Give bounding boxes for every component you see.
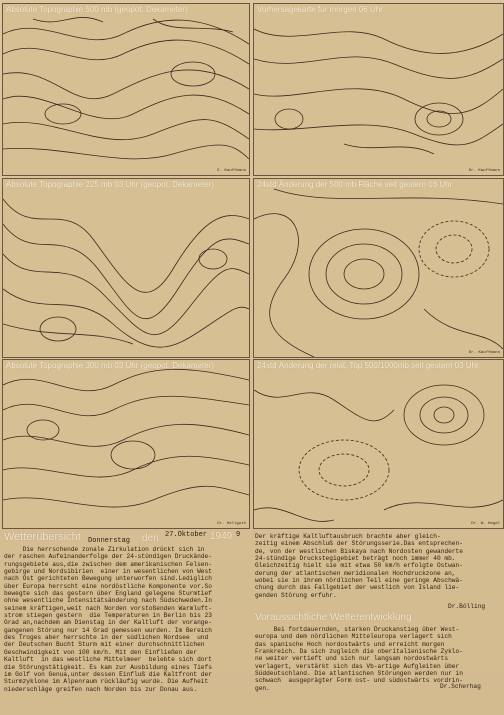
text-line: Frankreich. Da sich zugleich die oberitalienische Zyklo- [255,648,463,656]
text-line: wobei sie in ihrem nördlichen Teil eine geringe Abschwä- [255,577,463,585]
text-line: ohne wesentliche Intensitätsänderung nach Südschweden.In [4,597,212,605]
text-line: über Europa herrscht eine nordöstliche Komponente vor.So [4,582,212,590]
text-line: im Golf von Genua,unter dessen Einfluß die Kaltfront der [4,670,212,678]
forecast-heading: Voraussichtliche Wetterentwicklung [255,612,412,623]
text-line: die Störungstätigkeit. Es kam zur Ausbildung eines Tiefs [4,663,212,671]
text-line: chung durch das Fallgebiet der westlich von Island lie- [255,584,460,592]
map-panel-225mb [2,178,250,358]
weekday: Donnerstag [88,537,131,545]
date: 27.Oktober [165,531,208,539]
map-credit: Dr. Kauffmann [468,351,500,355]
text-line: Gleichzeitig hielt sie mit etwa 50 km/h erfolgte Ostwan- [255,562,463,570]
weather-overview-heading: Wetterübersicht [4,531,81,543]
map-panel-500mb [2,3,250,176]
text-line: schwach ausgeprägter Form ost- und südostwärts vordrin- [255,677,463,685]
text-line: Kaltluft in das westliche Mittelmeer belebte sich dort [4,656,212,664]
text-line: strom stiegen gestern die Temperaturen in Berlin bis 23 [4,612,212,620]
text-line: der raschen Aufeinanderfolge der 24-stündigen Druckände- [4,553,212,561]
author-signature: Dr.Scherhag [440,683,481,690]
text-line: gangenen Störung nur 14 Grad gemessen wurden. Im Bereich [4,626,212,634]
map-title: Absolute Topographie 500 mb (geopot. Dekameter) [6,5,188,14]
text-line: gebirge und Nordsibirien einer in wesentlichen von West [4,568,212,576]
text-line: nach Ost gerichteten Bewegung unterworfen sind.Lediglich [4,575,212,583]
text-line: Sturmzyklone im Alpenraum rückläufig wurde. Die Aufheit [4,678,209,686]
text-line: Grad an,nachdem am Dienstag in der Kaltluft der vorange- [4,619,212,627]
text-line: niederschläge greifen nach Norden bis zur Donau aus. [4,685,198,693]
map-credit: Dr. Kauffmann [468,169,500,173]
map-title: 24std Änderung der relat. Top 500/1000mb seit gestern 03 Uhr [257,361,479,370]
map-title: Absolute Topographie 225 mb 03 Uhr (geopot. Dekameter) [6,180,214,189]
weather-overview-continued [255,533,502,601]
contour-map [3,179,249,357]
text-line: Geschwindigkeit von 100 km/h. Mit den Einfließen der [4,648,198,656]
map-panel-forecast [253,3,504,176]
text-line: des Troges aber herrschte in der südlichen Nordsee und [4,634,209,642]
text-line: das spanische Hoch nordostwärts und erreicht morgen [255,640,445,648]
text-line: ne weiter vertieft und sich nur langsam nordostwärts [255,655,449,663]
text-line: 24-stündige Druckstegigebiet beträgt noch immer 40 mb. [255,555,456,563]
text-line: seinem kräftigen,weit nach Norden vorstoßenden Warmluft- [4,604,212,612]
map-credit: E. Kauffmann [217,169,246,173]
text-line: verlagert, verstärkt sich das Vb-artige Aufgleiten über [255,662,460,670]
map-credit: Dr. W. Hegel [471,522,500,526]
map-title: 24std Änderung der 500 mb Fläche seit gestern 03 Uhr [257,180,453,189]
map-panel-500mb-change [253,178,504,358]
map-panel-relative-topography [253,359,504,529]
text-line: Die herrschende zonale Zirkulation drückt sich in [4,546,205,553]
map-panel-300mb [2,359,250,529]
map-credit: Dr. Hellguth [217,522,246,526]
weather-overview-text [4,546,248,714]
text-line: bewegte sich das gestern über England gelegene Sturmtief [4,590,212,598]
text-line: europa und dem nördlichen Mitteleuropa verlagert sich [255,633,452,641]
map-title: Absolute Topographie 300 mb 03 Uhr (geopot. Dekameter) [6,361,214,370]
text-line: der Deutschen Bucht Sturm mit einer durchschnittlichen [4,641,205,649]
contour-map [3,4,249,175]
author-signature: Dr.Bölling [448,603,486,610]
text-line: genden Störung erfuhr. [255,591,337,599]
contour-map [254,4,503,175]
contour-map [3,360,249,528]
text-line: Der kräftige Kaltluftausbruch brachte aber gleich- [255,533,441,540]
text-line: gen. [255,684,270,692]
text-line: zeitig einem Abschluß der Störungsserie.Das entsprechen- [255,540,463,548]
map-title: Vorhersagekarte für morgen 06 Uhr [257,5,383,14]
page-number: 9 [236,531,241,539]
year: 1949 [210,531,233,542]
den-label: den [142,533,159,544]
text-line: Bei fortdauernden, starken Druckanstieg über West- [255,626,460,633]
contour-map [254,360,503,528]
text-line: Süddeutschland. Die atlantischen Störungen werden nur in [255,670,463,678]
text-line: rungsgebiete aus,die zwischen dem amerikanischen Felsen- [4,560,212,568]
contour-map [254,179,503,357]
text-line: derung der atlantischen meridionalen Hochdruckzone an, [255,569,456,577]
text-line: de, von der westlichen Biskaya nach Nordosten gewanderte [255,547,463,555]
